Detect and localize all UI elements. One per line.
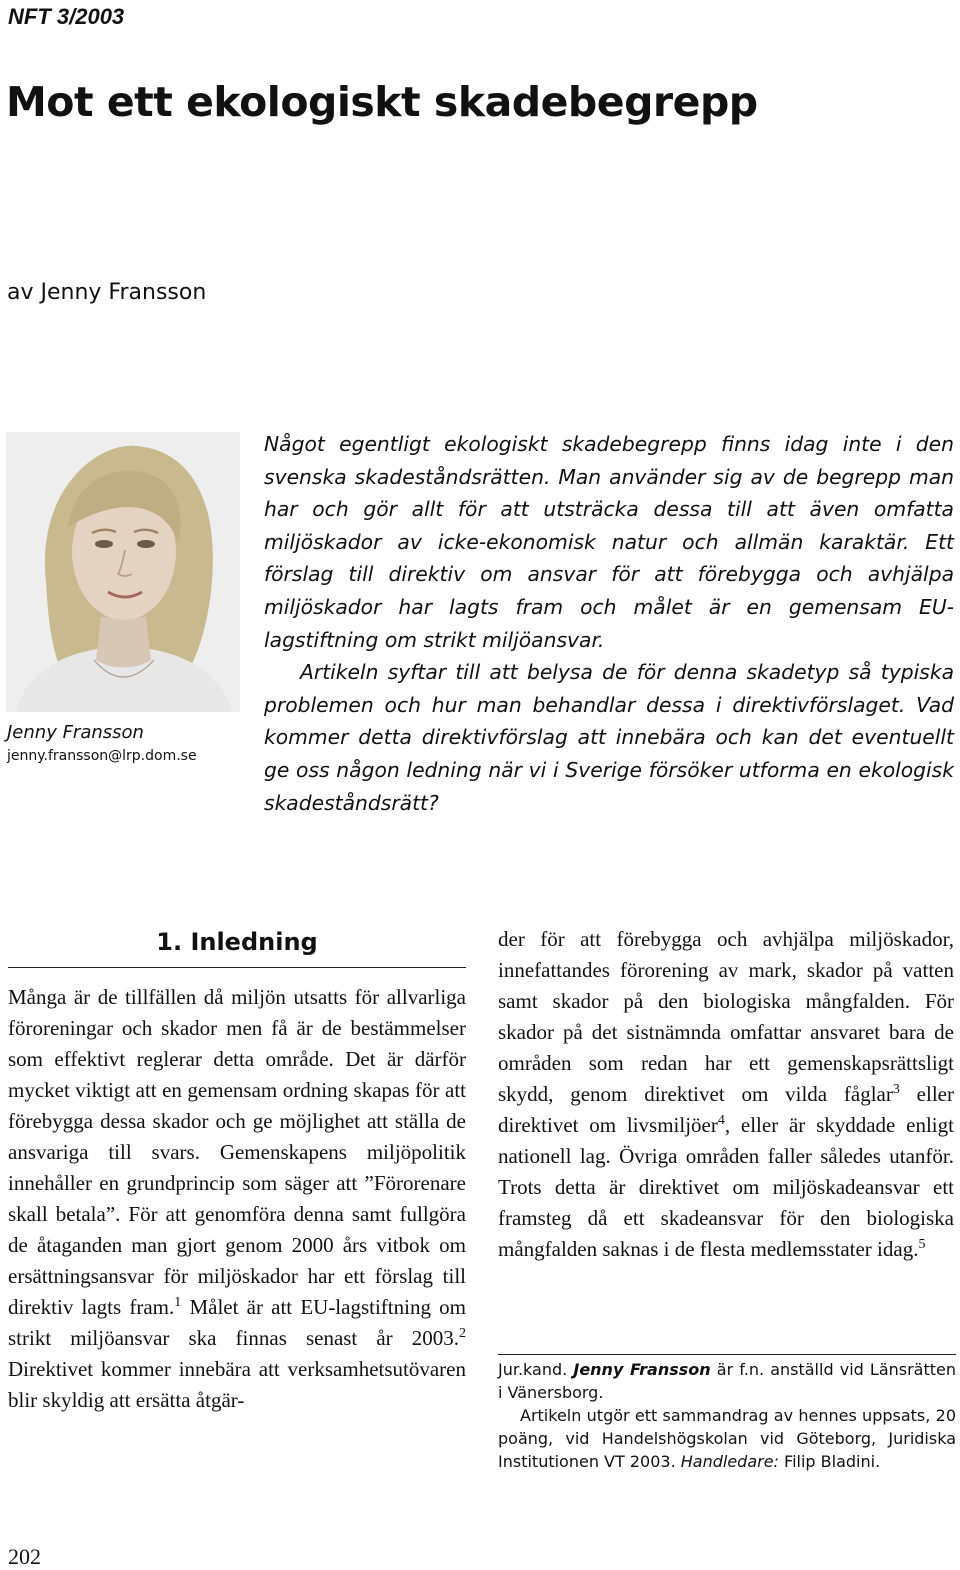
bio-supervisor-label: Handledare: [680, 1452, 779, 1471]
body-column-right [498, 924, 954, 1265]
bio-affiliation: är f.n. anställd vid Länsrätten i Vänersborg. [498, 1360, 957, 1402]
footnote-ref-3[interactable]: 3 [892, 1082, 900, 1097]
journal-issue: NFT 3/2003 [8, 4, 125, 29]
author-bio [498, 1358, 956, 1473]
body-paragraph-left [8, 982, 466, 1416]
article-byline: av Jenny Fransson [7, 280, 207, 305]
section-heading-rule [8, 967, 466, 968]
abstract [264, 428, 954, 819]
abstract-paragraph-1: Något egentligt ekologiskt skadebegrepp finns idag inte i den svenska skadeståndsrätten. Man använder sig av de begrepp man har och gör allt för att utsträcka dessa till att även omfatta miljöskador av icke-ekonomisk natur och allmän karaktär. Ett förslag till direktiv om ansvar för att förebygga och avhjälpa miljöskador har lagts fram och målet är en gemensam EU-lagstiftning om strikt miljöansvar. [264, 432, 954, 652]
footnote-ref-2[interactable]: 2 [459, 1326, 466, 1341]
bio-paragraph-1 [498, 1358, 956, 1404]
footnote-ref-5[interactable]: 5 [918, 1237, 926, 1252]
bio-supervisor-name: Filip Bladini. [778, 1452, 881, 1471]
body-text: , eller är skyddade enligt nationell lag. Övriga områden faller således utanför. Trots detta är direktivet om miljöskadeansvar ett framsteg då ett skadeansvar för den biologiska mångfalden saknas i de flesta medlemsstater idag. [498, 1113, 954, 1261]
article-title: Mot ett ekologiskt skadebegrepp [6, 78, 758, 126]
page-number: 202 [8, 1544, 41, 1569]
author-email: jenny.fransson@lrp.dom.se [7, 748, 197, 764]
photo-caption-name: Jenny Fransson [7, 722, 144, 743]
body-text: eller direktivet om livsmiljöer [498, 1082, 954, 1137]
footnote-ref-4[interactable]: 4 [717, 1113, 725, 1128]
body-text: der för att förebygga och avhjälpa miljöskador, innefattandes förorening av mark, skador på vatten samt skador på den biologiska mångfalden. För skador på det sistnämnda omfattar ansvaret bara de områden som redan har ett gemenskapsrättsligt skydd, genom direktivet om vilda fåglar [498, 927, 954, 1106]
bio-prefix: Jur.kand. [498, 1360, 574, 1379]
bio-rule [498, 1354, 956, 1355]
author-portrait-image [6, 432, 240, 712]
body-column-left [8, 982, 466, 1416]
body-text: Många är de tillfällen då miljön utsatts för allvarliga föroreningar och skador men få är de bestämmelser som effektivt reglerar detta område. Det är därför mycket viktigt att en gemensam ordning skapas för att förebygga dessa skador och ge möjlighet att ställa de ansvariga till svars. Gemenskapens miljöpolitik innehåller en grundprincip som säger att ”Förorenare skall betala”. För att genomföra denna samt fullgöra de åtaganden man gjort genom 2000 års vitbok om ersättningsansvar för miljöskador har ett förslag till direktiv lagts fram. [8, 985, 466, 1319]
body-text: Direktivet kommer innebära att verksamhetsutövaren blir skyldig att ersätta åtgär- [8, 1357, 466, 1412]
author-photo [6, 432, 240, 712]
section-heading: 1. Inledning [156, 928, 318, 956]
bio-author-name: Jenny Fransson [573, 1360, 711, 1379]
bio-thesis-note: Artikeln utgör ett sammandrag av hennes uppsats, 20 poäng, vid Handelshögskolan vid Göteborg, Juridiska Institutionen VT 2003. [498, 1406, 956, 1471]
body-text: Målet är att EU-lagstiftning om strikt miljöansvar ska finnas senast år 2003. [8, 1295, 466, 1350]
footnote-ref-1[interactable]: 1 [174, 1295, 182, 1310]
abstract-paragraph-2: Artikeln syftar till att belysa de för denna skadetyp så typiska problemen och hur man behandlar dessa i direktivförslaget. Vad kommer detta direktivförslag att innebära och kan det eventuellt ge oss någon ledning när vi i Sverige försöker utforma en ekologisk skadeståndsrätt? [264, 660, 954, 815]
bio-paragraph-2 [498, 1404, 956, 1473]
body-paragraph-right [498, 924, 954, 1265]
